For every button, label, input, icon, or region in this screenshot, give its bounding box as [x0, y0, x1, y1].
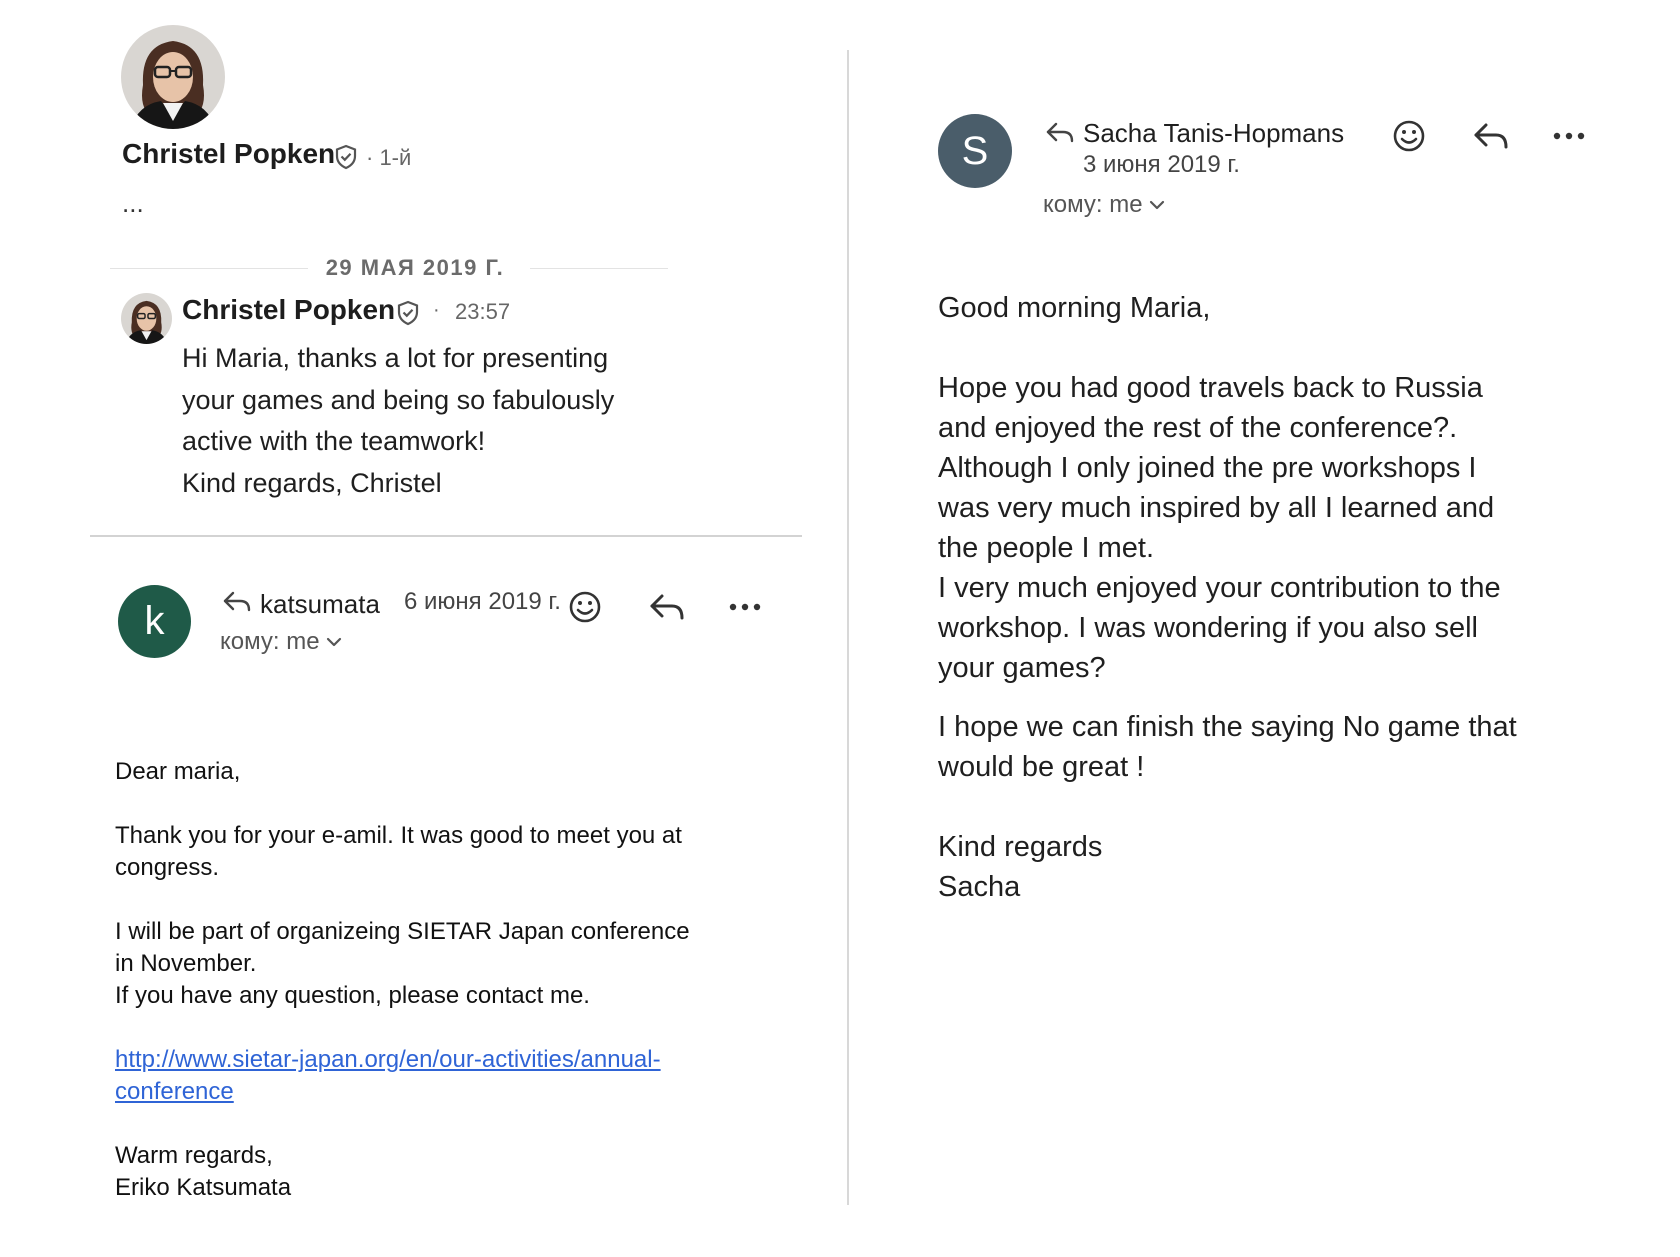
date-divider-line-left	[110, 268, 308, 269]
separator-dot: ·	[433, 299, 440, 321]
body-line: Hope you had good travels back to Russia	[938, 372, 1483, 404]
body-line: congress.	[115, 854, 220, 881]
signature: Sacha	[938, 871, 1021, 903]
sender-photo[interactable]	[121, 293, 172, 344]
message-body	[182, 338, 702, 504]
body-line: your games?	[938, 652, 1106, 684]
conference-link[interactable]: http://www.sietar-japan.org/en/our-activities/annual-	[115, 1046, 661, 1073]
reply-icon[interactable]	[1472, 121, 1510, 151]
sender-name[interactable]: Sacha Tanis-Hopmans	[1083, 118, 1345, 148]
body-line: workshop. I was wondering if you also sell	[938, 612, 1478, 644]
date-divider-line-right	[530, 268, 668, 269]
chevron-down-icon	[1149, 199, 1165, 211]
connection-degree: · 1-й	[366, 145, 412, 170]
body-line: I will be part of organizeing SIETAR Japan conference	[115, 918, 690, 945]
reply-icon[interactable]	[648, 592, 686, 622]
email-paragraph-2	[938, 707, 1638, 787]
body-line: I hope we can finish the saying No game that	[938, 711, 1517, 743]
recipient-label: кому: me	[220, 628, 320, 655]
message-line: Kind regards, Christel	[182, 467, 442, 498]
conference-link-continued[interactable]: conference	[115, 1078, 234, 1105]
sender-avatar[interactable]	[118, 585, 191, 658]
email-body	[115, 756, 815, 1204]
avatar-letter: S	[961, 128, 989, 173]
body-line: the people I met.	[938, 532, 1155, 564]
profile-name[interactable]: Christel Popken	[122, 138, 336, 169]
verified-shield-icon	[334, 144, 358, 170]
profile-photo[interactable]	[121, 25, 225, 129]
email-date: 6 июня 2019 г.	[404, 588, 561, 615]
message-line: active with the teamwork!	[182, 426, 486, 456]
message-line: Hi Maria, thanks a lot for presenting	[182, 343, 609, 373]
profile-headline: ...	[122, 188, 144, 218]
reply-arrow-icon	[1045, 121, 1075, 145]
body-line: I very much enjoyed your contribution to the	[938, 572, 1501, 604]
body-line: Although I only joined the pre workshops I	[938, 452, 1477, 484]
message-time: 23:57	[455, 299, 511, 324]
sender-avatar[interactable]	[938, 114, 1012, 188]
more-icon[interactable]	[1552, 131, 1586, 141]
signoff: Warm regards,	[115, 1142, 273, 1169]
message-sender-name[interactable]: Christel Popken	[182, 294, 396, 325]
greeting: Dear maria,	[115, 758, 241, 785]
body-line: would be great !	[938, 751, 1145, 783]
emoji-smile-icon[interactable]	[568, 590, 602, 624]
emoji-smile-icon[interactable]	[1392, 119, 1426, 153]
verified-shield-icon	[396, 300, 420, 326]
signature: Eriko Katsumata	[115, 1174, 292, 1201]
email-date: 3 июня 2019 г.	[1083, 151, 1240, 178]
signoff: Kind regards	[938, 831, 1103, 863]
recipient-toggle[interactable]	[1043, 191, 1165, 219]
body-line: Thank you for your e-amil. It was good to meet you at	[115, 822, 682, 849]
body-line: If you have any question, please contact me.	[115, 982, 590, 1009]
body-line: was very much inspired by all I learned and	[938, 492, 1495, 524]
reply-arrow-icon	[222, 590, 252, 614]
body-line: in November.	[115, 950, 257, 977]
message-line: your games and being so fabulously	[182, 384, 615, 415]
avatar-letter: k	[144, 599, 165, 643]
recipient-label: кому: me	[1043, 191, 1143, 218]
recipient-toggle[interactable]	[220, 628, 342, 656]
column-divider	[847, 50, 849, 1205]
section-divider	[90, 535, 802, 537]
sender-name[interactable]: katsumata	[260, 589, 380, 619]
email-paragraph-1	[938, 368, 1638, 688]
more-icon[interactable]	[728, 602, 762, 612]
body-line: and enjoyed the rest of the conference?.	[938, 412, 1458, 444]
email-greeting: Good morning Maria,	[938, 292, 1211, 324]
date-divider: 29 МАЯ 2019 Г.	[325, 255, 505, 280]
chevron-down-icon	[326, 636, 342, 648]
email-signoff-block	[938, 827, 1638, 907]
